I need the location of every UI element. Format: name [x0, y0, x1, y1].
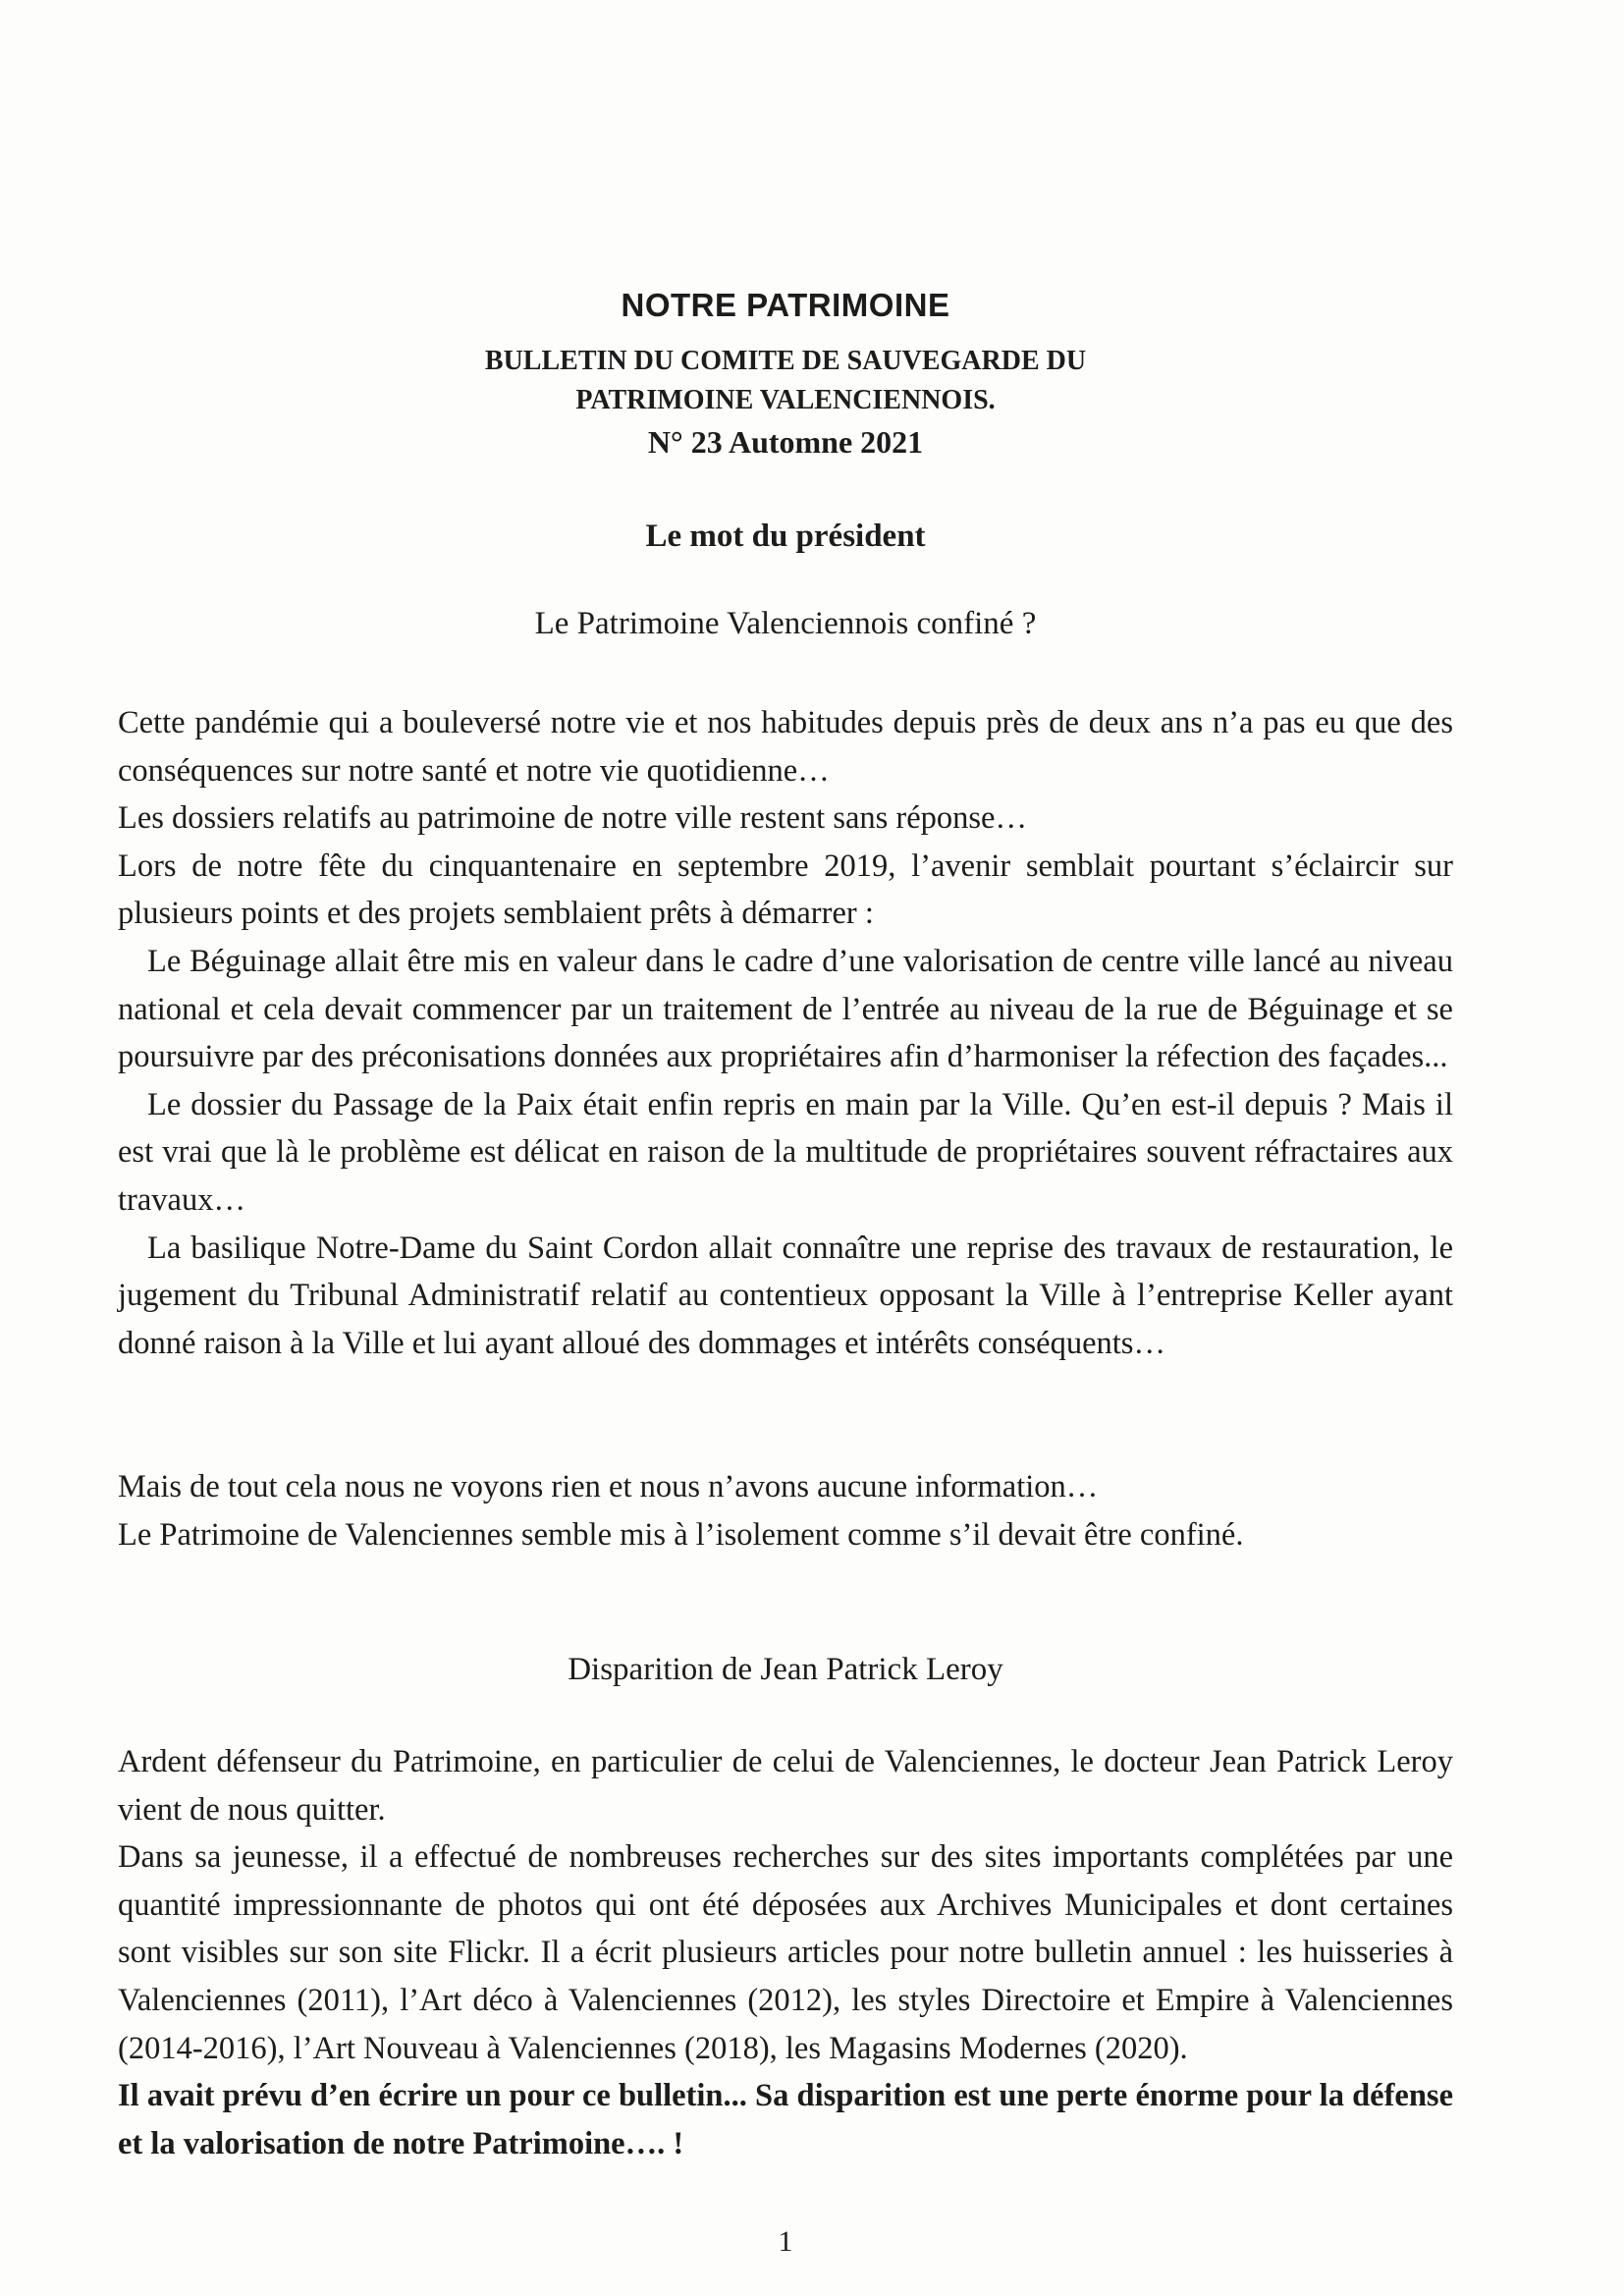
section2-body	[118, 1738, 1453, 2167]
paragraph: Les dossiers relatifs au patrimoine de notre ville restent sans réponse…	[118, 800, 1027, 837]
paragraph: Cette pandémie qui a bouleversé notre vie et nos habitudes depuis près de deux ans n’a pas eu que des conséquences sur notre santé et notre vie quotidienne…	[118, 705, 1453, 789]
bulletin-title: NOTRE PATRIMOINE	[621, 287, 950, 323]
paragraph: La basilique Notre-Dame du Saint Cordon allait connaître une reprise des travaux de restauration, le jugement du Tribunal Administratif relatif au contentieux opposant la Ville à l’entreprise Keller ayant donné raison à la Ville et lui ayant alloué des dommages et intérêts conséquents…	[118, 1230, 1453, 1361]
page-number: 1	[778, 2225, 793, 2258]
paragraph: Le dossier du Passage de la Paix était enfin repris en main par la Ville. Qu’en est-il depuis ? Mais il est vrai que là le problème est délicat en raison de la multitude de propriétaires souvent réfractaires aux travaux…	[118, 1086, 1453, 1218]
paragraph: Ardent défenseur du Patrimoine, en particulier de celui de Valenciennes, le docteur Jean Patrick Leroy vient de nous quitter.	[118, 1744, 1453, 1828]
paragraph: Le Béguinage allait être mis en valeur dans le cadre d’une valorisation de centre ville lancé au niveau national et cela devait commencer par un traitement de l’entrée au niveau de la rue de Béguinage et se poursuivre par des préconisations données aux propriétaires afin d’harmoniser la réfection des façades...	[118, 943, 1453, 1075]
paragraph: Dans sa jeunesse, il a effectué de nombreuses recherches sur des sites importants complétées par une quantité impressionnante de photos qui ont été déposées aux Archives Municipales et dont certaines sont visibles sur son site Flickr. Il a écrit plusieurs articles pour notre bulletin annuel : les huisseries à Valenciennes (2011), l’Art déco à Valenciennes (2012), les styles Directoire et Empire à Valenciennes (2014-2016), l’Art Nouveau à Valenciennes (2018), les Magasins Modernes (2020).	[118, 1839, 1453, 2066]
paragraph: Lors de notre fête du cinquantenaire en septembre 2019, l’avenir semblait pourtant s’éclaircir sur plusieurs points et des projets semblaient prêts à démarrer :	[118, 847, 1453, 932]
section1-body	[118, 699, 1453, 1367]
paragraph: Le Patrimoine de Valenciennes semble mis à l’isolement comme s’il devait être confiné.	[118, 1516, 1244, 1553]
section-title-disparition: Disparition de Jean Patrick Leroy	[568, 1652, 1003, 1687]
bold-paragraph: Il avait prévu d’en écrire un pour ce bulletin... Sa disparition est une perte énorme pour la défense et la valorisation de notre Patrimoine…. !	[118, 2078, 1453, 2161]
bulletin-subtitle-line2: PATRIMOINE VALENCIENNOIS.	[575, 385, 996, 415]
bulletin-issue: N° 23 Automne 2021	[647, 424, 924, 460]
section1-closing	[118, 1463, 1453, 1558]
president-heading: Le mot du président	[645, 519, 926, 554]
section-title-patrimoine-confine: Le Patrimoine Valenciennois confiné ?	[534, 606, 1037, 641]
bulletin-subtitle-line1: BULLETIN DU COMITE DE SAUVEGARDE DU	[484, 346, 1087, 376]
paragraph: Mais de tout cela nous ne voyons rien et nous n’avons aucune information…	[118, 1469, 1099, 1504]
